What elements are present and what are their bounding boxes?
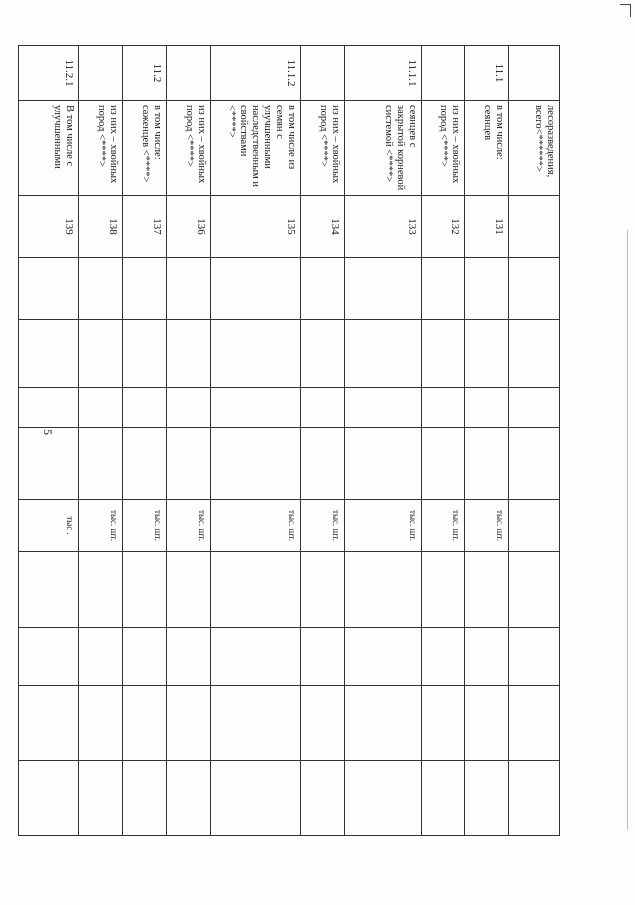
table-cell [509, 500, 560, 552]
table-cell [422, 552, 465, 628]
table-cell [422, 388, 465, 428]
line-number-cell: 137 [123, 196, 167, 258]
table-cell [79, 761, 123, 836]
table-cell [123, 628, 167, 686]
table-cell [79, 628, 123, 686]
table-cell [167, 258, 211, 320]
line-number-cell: 136 [167, 196, 211, 258]
table-cell [79, 686, 123, 761]
table-cell [211, 258, 301, 320]
table-cell [211, 761, 301, 836]
table-row [211, 46, 301, 836]
table-cell [19, 388, 79, 428]
table-cell [167, 628, 211, 686]
table-cell [509, 320, 560, 388]
unit-cell: тыс . [19, 500, 79, 552]
table-cell [19, 552, 79, 628]
section-number-cell: 11.1.2 [211, 46, 301, 101]
table-cell [19, 320, 79, 388]
line-number-cell: 133 [345, 196, 422, 258]
table-cell [509, 686, 560, 761]
table-cell [345, 388, 422, 428]
unit-cell: тыс. шт. [301, 500, 345, 552]
description-cell: В том числе с улучшенными [19, 101, 79, 196]
table-cell [79, 258, 123, 320]
table-cell [211, 428, 301, 500]
table-cell [211, 320, 301, 388]
table-cell [79, 552, 123, 628]
table-cell [345, 320, 422, 388]
line-number-cell: 139 [19, 196, 79, 258]
table-cell [167, 686, 211, 761]
table-cell [301, 388, 345, 428]
table-cell [422, 320, 465, 388]
table-cell [422, 686, 465, 761]
table-cell [301, 428, 345, 500]
table-cell [465, 258, 509, 320]
unit-cell: тыс. шт. [79, 500, 123, 552]
table-cell [465, 388, 509, 428]
table-cell [465, 686, 509, 761]
description-cell: в том числе: саженцев <****> [123, 101, 167, 196]
table-cell [422, 761, 465, 836]
table-cell [509, 388, 560, 428]
table-cell [211, 552, 301, 628]
table-cell [123, 388, 167, 428]
header-description-cell: лесоразведения, всего<******> [509, 101, 560, 196]
table-cell [301, 552, 345, 628]
rotated-table-container [51, 45, 560, 835]
table-cell [422, 628, 465, 686]
table-cell [509, 258, 560, 320]
table-row [345, 46, 422, 836]
table-cell [301, 258, 345, 320]
table-cell [211, 686, 301, 761]
unit-cell: тыс. шт. [345, 500, 422, 552]
table-cell [123, 552, 167, 628]
section-number-cell [167, 46, 211, 101]
table-cell [345, 686, 422, 761]
table-row [19, 46, 79, 836]
table-cell [509, 552, 560, 628]
table-cell [301, 761, 345, 836]
line-number-cell: 134 [301, 196, 345, 258]
table-cell [345, 428, 422, 500]
table-cell [301, 686, 345, 761]
table-cell [465, 428, 509, 500]
table-cell [19, 628, 79, 686]
table-cell [123, 428, 167, 500]
header-line-cell [509, 196, 560, 258]
table-cell [123, 258, 167, 320]
table-row [167, 46, 211, 836]
unit-cell: тыс. шт. [123, 500, 167, 552]
table-cell [301, 628, 345, 686]
table-cell [211, 388, 301, 428]
table-row [465, 46, 509, 836]
description-cell: из них – хвойных пород <****> [79, 101, 123, 196]
table-cell [509, 761, 560, 836]
description-cell: в том числе из семян с улучшенными наследственным и свойствами <****> [211, 101, 301, 196]
table-cell [19, 761, 79, 836]
scan-edge-line [627, 230, 628, 830]
unit-cell: тыс. шт. [167, 500, 211, 552]
line-number-cell: 138 [79, 196, 123, 258]
section-number-cell: 11.2.1 [19, 46, 79, 101]
table-cell [465, 628, 509, 686]
table-row [79, 46, 123, 836]
line-number-cell: 135 [211, 196, 301, 258]
table-cell [19, 258, 79, 320]
table-row [301, 46, 345, 836]
table-cell [345, 628, 422, 686]
section-number-cell [422, 46, 465, 101]
table-cell [167, 552, 211, 628]
table-cell [345, 258, 422, 320]
table-cell [167, 388, 211, 428]
table-cell [422, 428, 465, 500]
page-number: 5 [41, 429, 55, 435]
table-header-row [509, 46, 560, 836]
description-cell: в том числе: сеянцев [465, 101, 509, 196]
table-cell [123, 686, 167, 761]
table-cell [211, 628, 301, 686]
table-cell [345, 552, 422, 628]
section-number-cell: 11.1 [465, 46, 509, 101]
data-table [18, 45, 560, 836]
table-cell [465, 761, 509, 836]
section-number-cell [79, 46, 123, 101]
table-cell [465, 552, 509, 628]
description-cell: из них – хвойных пород <****> [301, 101, 345, 196]
table-cell [167, 320, 211, 388]
table-cell [167, 761, 211, 836]
section-number-cell: 11.1.1 [345, 46, 422, 101]
line-number-cell: 132 [422, 196, 465, 258]
unit-cell: тыс. шт. [465, 500, 509, 552]
table-cell [301, 320, 345, 388]
table-cell [509, 628, 560, 686]
table-cell [123, 320, 167, 388]
table-cell [123, 761, 167, 836]
unit-cell: тыс. шт. [211, 500, 301, 552]
description-cell: сеянцев с закрытой корневой системой <****> [345, 101, 422, 196]
table-row [123, 46, 167, 836]
unit-cell: тыс. шт. [422, 500, 465, 552]
table-cell [19, 428, 79, 500]
table-cell [465, 320, 509, 388]
section-number-cell [301, 46, 345, 101]
corner-mark [620, 4, 631, 17]
table-cell [79, 388, 123, 428]
table-cell [422, 258, 465, 320]
table-row [422, 46, 465, 836]
table-cell [79, 428, 123, 500]
description-cell: из них – хвойных пород <****> [167, 101, 211, 196]
table-cell [509, 428, 560, 500]
table-cell [167, 428, 211, 500]
section-number-cell: 11.2 [123, 46, 167, 101]
table-cell [19, 686, 79, 761]
description-cell: из них – хвойных пород <****> [422, 101, 465, 196]
line-number-cell: 131 [465, 196, 509, 258]
header-section-cell [509, 46, 560, 101]
table-cell [345, 761, 422, 836]
table-cell [79, 320, 123, 388]
